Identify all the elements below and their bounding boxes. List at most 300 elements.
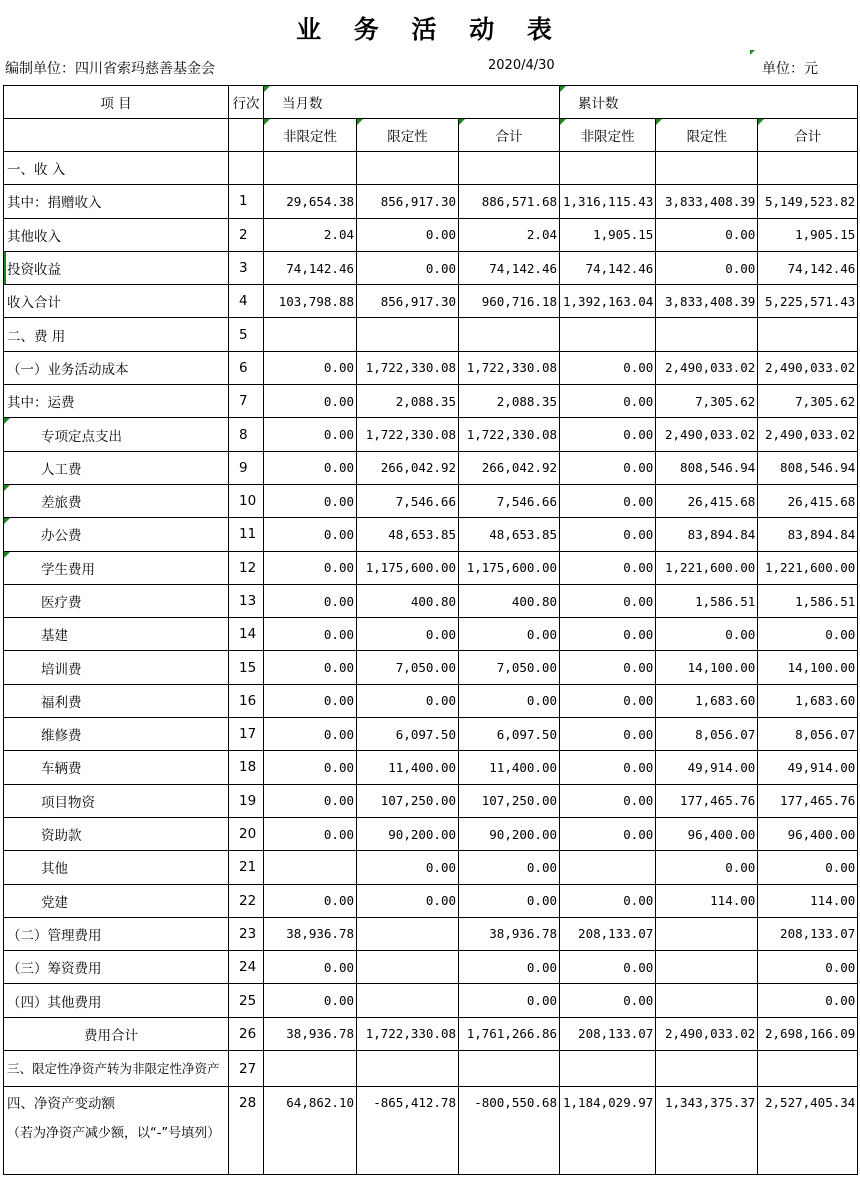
row-value: 1,683.60 xyxy=(758,684,858,717)
table-row xyxy=(4,684,858,717)
row-line-no: 12 xyxy=(229,551,264,584)
cell-marker-icon xyxy=(656,119,662,125)
row-value: 0.00 xyxy=(560,351,656,384)
row-line-no: 20 xyxy=(229,817,264,850)
row-value xyxy=(656,152,758,185)
row-value xyxy=(656,951,758,984)
row-value: 400.80 xyxy=(357,584,459,617)
row-label-text: （三）筹资费用 xyxy=(7,961,102,978)
row-label-text: 项目物资 xyxy=(41,794,95,811)
row-value: 48,653.85 xyxy=(459,518,560,551)
table-row xyxy=(4,551,858,584)
row-value: 0.00 xyxy=(264,351,357,384)
row-value xyxy=(560,1051,656,1087)
row-value: 0.00 xyxy=(264,718,357,751)
row-label-text: 收入合计 xyxy=(7,295,61,312)
header-cumulative: 累计数 xyxy=(560,86,858,119)
row-value: -800,550.68 xyxy=(459,1087,560,1175)
row-label-text: 专项定点支出 xyxy=(41,428,122,445)
row-line-no: 1 xyxy=(229,185,264,218)
table-row xyxy=(4,218,858,251)
row-label-text: 资助款 xyxy=(41,828,82,845)
row-value: 2,698,166.09 xyxy=(758,1017,858,1050)
table-row xyxy=(4,451,858,484)
table-row xyxy=(4,584,858,617)
row-label-text: 其他 xyxy=(41,861,68,878)
row-value: 0.00 xyxy=(560,951,656,984)
header-col: 合计 xyxy=(758,119,858,152)
row-value xyxy=(758,318,858,351)
row-value: 0.00 xyxy=(656,218,758,251)
row-value: 2,490,033.02 xyxy=(758,351,858,384)
row-value: 960,716.18 xyxy=(459,285,560,318)
cell-marker-icon xyxy=(4,518,10,524)
row-label-text: 四、净资产变动额 xyxy=(7,1096,115,1113)
row-value: 0.00 xyxy=(264,984,357,1017)
header-col: 限定性 xyxy=(656,119,758,152)
row-value: 0.00 xyxy=(758,618,858,651)
row-line-no: 26 xyxy=(229,1017,264,1050)
row-value: 3,833,408.39 xyxy=(656,185,758,218)
row-value xyxy=(357,1051,459,1087)
row-value: 38,936.78 xyxy=(264,1017,357,1050)
row-value: 0.00 xyxy=(264,551,357,584)
row-value: 0.00 xyxy=(560,718,656,751)
row-value: 96,400.00 xyxy=(758,817,858,850)
row-value: 0.00 xyxy=(560,484,656,517)
row-line-no: 2 xyxy=(229,218,264,251)
row-value: 0.00 xyxy=(264,884,357,917)
row-value: 107,250.00 xyxy=(357,784,459,817)
row-label xyxy=(4,1087,229,1175)
row-label xyxy=(4,551,229,584)
row-value: 0.00 xyxy=(758,951,858,984)
row-value: 6,097.50 xyxy=(459,718,560,751)
row-value: 0.00 xyxy=(264,651,357,684)
row-value: 0.00 xyxy=(560,817,656,850)
report-title: 业 务 活 动 表 xyxy=(296,15,564,44)
header-current-month: 当月数 xyxy=(264,86,560,119)
row-label-text: （四）其他费用 xyxy=(7,994,102,1011)
row-value: 103,798.88 xyxy=(264,285,357,318)
row-label xyxy=(4,984,229,1017)
row-value: 0.00 xyxy=(560,618,656,651)
table-row xyxy=(4,418,858,451)
row-value: 26,415.68 xyxy=(656,484,758,517)
row-value: 114.00 xyxy=(758,884,858,917)
row-line-no: 15 xyxy=(229,651,264,684)
row-value: 1,722,330.08 xyxy=(357,418,459,451)
row-value: 90,200.00 xyxy=(357,817,459,850)
row-value: 49,914.00 xyxy=(758,751,858,784)
cell-marker-icon xyxy=(4,418,10,424)
row-line-no: 7 xyxy=(229,385,264,418)
cell-marker-icon xyxy=(264,119,270,125)
row-value: 2,088.35 xyxy=(459,385,560,418)
row-value: 2,490,033.02 xyxy=(656,1017,758,1050)
row-value: 0.00 xyxy=(264,385,357,418)
row-value: 208,133.07 xyxy=(560,1017,656,1050)
activity-table xyxy=(3,85,858,1175)
row-value: 0.00 xyxy=(264,817,357,850)
row-label-text: 其他收入 xyxy=(7,228,61,245)
row-value: 2,088.35 xyxy=(357,385,459,418)
row-value: 0.00 xyxy=(560,584,656,617)
row-value: 5,149,523.82 xyxy=(758,185,858,218)
row-value: 1,905.15 xyxy=(758,218,858,251)
table-row xyxy=(4,851,858,884)
row-line-no: 24 xyxy=(229,951,264,984)
row-value: 400.80 xyxy=(459,584,560,617)
table-row xyxy=(4,1087,858,1175)
table-row xyxy=(4,185,858,218)
row-label xyxy=(4,1017,229,1050)
row-value: 0.00 xyxy=(357,618,459,651)
row-value: 6,097.50 xyxy=(357,718,459,751)
row-label-text: （二）管理费用 xyxy=(7,927,102,944)
row-value: 0.00 xyxy=(459,618,560,651)
row-value: 5,225,571.43 xyxy=(758,285,858,318)
row-line-no: 28 xyxy=(229,1087,264,1175)
row-value: 2,490,033.02 xyxy=(758,418,858,451)
row-label-text: 车辆费 xyxy=(41,761,82,778)
row-line-no: 6 xyxy=(229,351,264,384)
row-value: 29,654.38 xyxy=(264,185,357,218)
cell-marker-icon xyxy=(750,50,755,55)
row-value xyxy=(656,984,758,1017)
header-item: 项 目 xyxy=(4,86,229,119)
row-value: 0.00 xyxy=(357,884,459,917)
row-value: -865,412.78 xyxy=(357,1087,459,1175)
row-value xyxy=(560,152,656,185)
row-value xyxy=(560,318,656,351)
row-label-text: 学生费用 xyxy=(41,561,95,578)
row-value: 14,100.00 xyxy=(656,651,758,684)
header-blank xyxy=(4,119,229,152)
row-value xyxy=(357,152,459,185)
row-label xyxy=(4,751,229,784)
row-note: （若为净资产减少额，以“-”号填列） xyxy=(7,1126,221,1142)
cell-marker-icon xyxy=(459,119,465,125)
row-value: 0.00 xyxy=(264,418,357,451)
row-value: 74,142.46 xyxy=(264,251,357,284)
row-value: 0.00 xyxy=(560,651,656,684)
row-value xyxy=(357,917,459,950)
row-value: 96,400.00 xyxy=(656,817,758,850)
row-value: 2.04 xyxy=(264,218,357,251)
row-value: 1,683.60 xyxy=(656,684,758,717)
table-row xyxy=(4,784,858,817)
row-value: 1,392,163.04 xyxy=(560,285,656,318)
row-value: 856,917.30 xyxy=(357,285,459,318)
row-value: 0.00 xyxy=(560,418,656,451)
row-label xyxy=(4,318,229,351)
row-value: 7,546.66 xyxy=(459,484,560,517)
row-value: 1,722,330.08 xyxy=(459,351,560,384)
row-label xyxy=(4,718,229,751)
row-label-text: 人工费 xyxy=(41,461,82,478)
org-label: 编制单位：四川省索玛慈善基金会 xyxy=(5,61,215,77)
row-value: 1,184,029.97 xyxy=(560,1087,656,1175)
row-line-no xyxy=(229,152,264,185)
row-value xyxy=(758,1051,858,1087)
row-label-text: 党建 xyxy=(41,894,68,911)
row-label-text: 二、费 用 xyxy=(7,328,66,345)
row-value xyxy=(357,984,459,1017)
row-value xyxy=(264,318,357,351)
row-value: 83,894.84 xyxy=(656,518,758,551)
row-value: 2,527,405.34 xyxy=(758,1087,858,1175)
row-value: 0.00 xyxy=(264,684,357,717)
row-value: 0.00 xyxy=(758,984,858,1017)
row-value: 886,571.68 xyxy=(459,185,560,218)
row-label xyxy=(4,817,229,850)
table-row xyxy=(4,351,858,384)
row-value: 7,546.66 xyxy=(357,484,459,517)
row-line-no: 13 xyxy=(229,584,264,617)
row-value: 0.00 xyxy=(357,218,459,251)
row-value: 177,465.76 xyxy=(758,784,858,817)
row-value: 1,175,600.00 xyxy=(459,551,560,584)
table-row xyxy=(4,285,858,318)
row-value xyxy=(264,851,357,884)
row-line-no: 16 xyxy=(229,684,264,717)
row-value: 0.00 xyxy=(357,851,459,884)
table-row xyxy=(4,718,858,751)
row-value: 0.00 xyxy=(656,618,758,651)
row-line-no: 3 xyxy=(229,251,264,284)
table-row xyxy=(4,917,858,950)
header-row-2 xyxy=(4,119,858,152)
row-value: 3,833,408.39 xyxy=(656,285,758,318)
row-value: 266,042.92 xyxy=(357,451,459,484)
row-value: 1,761,266.86 xyxy=(459,1017,560,1050)
table-row xyxy=(4,152,858,185)
row-label-text: 投资收益 xyxy=(7,262,61,279)
row-value: 0.00 xyxy=(560,451,656,484)
row-value xyxy=(656,318,758,351)
row-line-no: 19 xyxy=(229,784,264,817)
table-row xyxy=(4,1017,858,1050)
report-date: 2020/4/30 xyxy=(488,58,555,73)
row-label xyxy=(4,851,229,884)
table-row xyxy=(4,751,858,784)
row-line-no: 4 xyxy=(229,285,264,318)
row-label xyxy=(4,418,229,451)
row-value: 114.00 xyxy=(656,884,758,917)
row-value: 49,914.00 xyxy=(656,751,758,784)
header-col: 限定性 xyxy=(357,119,459,152)
header-line-no: 行次 xyxy=(229,86,264,119)
cell-marker-icon xyxy=(4,485,10,491)
row-label xyxy=(4,351,229,384)
table-row xyxy=(4,984,858,1017)
row-label xyxy=(4,884,229,917)
cell-marker-icon xyxy=(357,119,363,125)
row-value: 0.00 xyxy=(560,518,656,551)
row-value xyxy=(264,1051,357,1087)
header-col: 非限定性 xyxy=(264,119,357,152)
cell-marker-icon xyxy=(560,86,566,92)
row-label xyxy=(4,251,229,284)
row-value: 0.00 xyxy=(459,884,560,917)
row-value: 7,050.00 xyxy=(459,651,560,684)
row-value: 8,056.07 xyxy=(758,718,858,751)
row-label-text: 费用合计 xyxy=(84,1027,138,1044)
row-value: 1,343,375.37 xyxy=(656,1087,758,1175)
row-value: 0.00 xyxy=(264,784,357,817)
row-value xyxy=(459,1051,560,1087)
row-line-no: 22 xyxy=(229,884,264,917)
row-value: 11,400.00 xyxy=(357,751,459,784)
row-value: 208,133.07 xyxy=(758,917,858,950)
row-value: 0.00 xyxy=(459,951,560,984)
row-label xyxy=(4,484,229,517)
row-value: 2,490,033.02 xyxy=(656,418,758,451)
row-value: 0.00 xyxy=(560,784,656,817)
row-line-no: 14 xyxy=(229,618,264,651)
row-label xyxy=(4,185,229,218)
row-label-text: 维修费 xyxy=(41,728,82,745)
row-value: 1,221,600.00 xyxy=(656,551,758,584)
row-label xyxy=(4,218,229,251)
row-label xyxy=(4,618,229,651)
row-value: 0.00 xyxy=(264,584,357,617)
row-value: 0.00 xyxy=(656,851,758,884)
row-label-text: 培训费 xyxy=(41,661,82,678)
row-value: 11,400.00 xyxy=(459,751,560,784)
row-value xyxy=(758,152,858,185)
row-line-no: 21 xyxy=(229,851,264,884)
row-value xyxy=(459,318,560,351)
row-value: 90,200.00 xyxy=(459,817,560,850)
table-row xyxy=(4,817,858,850)
row-line-no: 17 xyxy=(229,718,264,751)
row-value: 83,894.84 xyxy=(758,518,858,551)
row-value: 0.00 xyxy=(560,984,656,1017)
table-row xyxy=(4,251,858,284)
row-value: 38,936.78 xyxy=(264,917,357,950)
row-value: 0.00 xyxy=(758,851,858,884)
row-value: 0.00 xyxy=(459,984,560,1017)
row-label-text: 福利费 xyxy=(41,694,82,711)
row-value: 0.00 xyxy=(264,618,357,651)
table-row xyxy=(4,385,858,418)
row-value xyxy=(264,152,357,185)
row-value: 1,221,600.00 xyxy=(758,551,858,584)
row-value: 2,490,033.02 xyxy=(656,351,758,384)
row-value: 38,936.78 xyxy=(459,917,560,950)
row-line-no: 5 xyxy=(229,318,264,351)
row-label xyxy=(4,784,229,817)
table-row xyxy=(4,1051,858,1087)
row-value xyxy=(357,951,459,984)
row-value: 7,050.00 xyxy=(357,651,459,684)
row-value: 74,142.46 xyxy=(560,251,656,284)
row-label-text: （一）业务活动成本 xyxy=(7,361,129,378)
row-label-text: 差旅费 xyxy=(41,495,82,512)
row-value: 0.00 xyxy=(459,851,560,884)
row-value: 0.00 xyxy=(459,684,560,717)
row-value: 14,100.00 xyxy=(758,651,858,684)
row-value xyxy=(656,1051,758,1087)
row-value xyxy=(656,917,758,950)
row-label-text: 医疗费 xyxy=(41,595,82,611)
row-value: 1,586.51 xyxy=(758,584,858,617)
row-label xyxy=(4,1051,229,1087)
header-blank xyxy=(229,119,264,152)
table-row xyxy=(4,884,858,917)
row-value: 208,133.07 xyxy=(560,917,656,950)
header-col: 非限定性 xyxy=(560,119,656,152)
header-row-1 xyxy=(4,86,858,119)
row-value: 7,305.62 xyxy=(656,385,758,418)
row-value: 808,546.94 xyxy=(758,451,858,484)
row-value: 74,142.46 xyxy=(459,251,560,284)
row-label-text: 其中：捐赠收入 xyxy=(7,195,102,212)
row-label xyxy=(4,651,229,684)
cell-marker-icon xyxy=(560,119,566,125)
cell-marker-icon xyxy=(4,552,10,558)
row-line-no: 18 xyxy=(229,751,264,784)
row-value: 0.00 xyxy=(560,551,656,584)
row-line-no: 23 xyxy=(229,917,264,950)
row-value: 0.00 xyxy=(560,884,656,917)
row-value: 74,142.46 xyxy=(758,251,858,284)
cell-marker-icon xyxy=(264,86,270,92)
row-value: 0.00 xyxy=(264,518,357,551)
row-value: 1,586.51 xyxy=(656,584,758,617)
row-value: 0.00 xyxy=(560,751,656,784)
row-value: 177,465.76 xyxy=(656,784,758,817)
table-row xyxy=(4,651,858,684)
row-label xyxy=(4,285,229,318)
header-col: 合计 xyxy=(459,119,560,152)
table-row xyxy=(4,518,858,551)
row-value: 48,653.85 xyxy=(357,518,459,551)
row-label xyxy=(4,584,229,617)
row-label-text: 基建 xyxy=(41,628,68,645)
row-value: 107,250.00 xyxy=(459,784,560,817)
row-line-no: 25 xyxy=(229,984,264,1017)
row-value: 2.04 xyxy=(459,218,560,251)
row-value: 0.00 xyxy=(560,684,656,717)
row-value: 1,175,600.00 xyxy=(357,551,459,584)
row-value: 0.00 xyxy=(357,251,459,284)
cell-marker-icon xyxy=(4,252,6,284)
row-label-text: 办公费 xyxy=(41,528,82,545)
row-label xyxy=(4,385,229,418)
row-value: 64,862.10 xyxy=(264,1087,357,1175)
row-label xyxy=(4,917,229,950)
row-line-no: 27 xyxy=(229,1051,264,1087)
row-label xyxy=(4,951,229,984)
row-value xyxy=(459,152,560,185)
row-value: 808,546.94 xyxy=(656,451,758,484)
row-value: 0.00 xyxy=(264,451,357,484)
row-value: 0.00 xyxy=(264,484,357,517)
row-line-no: 8 xyxy=(229,418,264,451)
row-value: 8,056.07 xyxy=(656,718,758,751)
cell-marker-icon xyxy=(758,119,764,125)
row-label-text: 其中：运费 xyxy=(7,395,75,412)
row-label-text: 一、收 入 xyxy=(7,162,66,179)
row-line-no: 11 xyxy=(229,518,264,551)
row-value: 856,917.30 xyxy=(357,185,459,218)
row-value: 0.00 xyxy=(656,251,758,284)
row-value xyxy=(357,318,459,351)
row-value: 0.00 xyxy=(264,751,357,784)
